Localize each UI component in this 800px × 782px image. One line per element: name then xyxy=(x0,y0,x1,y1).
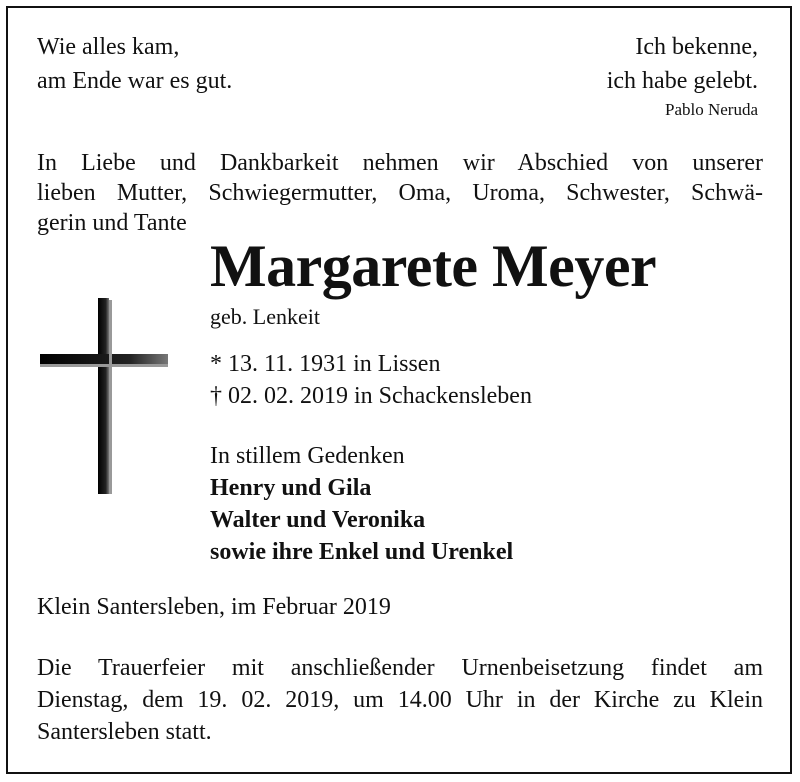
obituary-notice xyxy=(6,6,792,774)
mourner-2: Walter und Veronika xyxy=(210,507,426,533)
intro-line-1: In Liebe und Dankbarkeit nehmen wir Abschied von unserer xyxy=(37,150,763,176)
mourner-1: Henry und Gila xyxy=(210,475,372,501)
poem-right-line-1: Ich bekenne, xyxy=(635,34,758,60)
funeral-line-2: Dienstag, dem 19. 02. 2019, um 14.00 Uhr in der Kirche zu Klein xyxy=(37,687,763,713)
poem-author: Pablo Neruda xyxy=(664,100,758,119)
mourners-heading: In stillem Gedenken xyxy=(210,443,405,469)
mourner-3: sowie ihre Enkel und Urenkel xyxy=(210,539,514,565)
poem-left xyxy=(37,30,232,98)
birth-date: * 13. 11. 1931 in Lissen xyxy=(210,351,441,377)
intro-line-3: gerin und Tante xyxy=(37,210,187,236)
poem-right xyxy=(607,30,758,98)
funeral-line-3: Santersleben statt. xyxy=(37,719,212,745)
place-and-date: Klein Santersleben, im Februar 2019 xyxy=(37,594,391,620)
funeral-line-1: Die Trauerfeier mit anschließender Urnenbeisetzung findet am xyxy=(37,655,763,681)
poem-right-line-2: ich habe gelebt. xyxy=(606,68,758,94)
poem-left-line-2: am Ende war es gut. xyxy=(37,68,233,94)
life-dates xyxy=(210,348,532,412)
intro-text xyxy=(37,148,763,238)
latin-cross-icon xyxy=(40,296,170,496)
poem-left-line-1: Wie alles kam, xyxy=(37,34,180,60)
death-date: † 02. 02. 2019 in Schackensleben xyxy=(210,383,532,409)
mourners-block xyxy=(210,440,513,568)
deceased-name: Margarete Meyer xyxy=(210,233,657,299)
funeral-info xyxy=(37,652,763,748)
maiden-name: geb. Lenkeit xyxy=(210,304,320,329)
intro-line-2: lieben Mutter, Schwiegermutter, Oma, Uroma, Schwester, Schwä- xyxy=(37,180,763,206)
